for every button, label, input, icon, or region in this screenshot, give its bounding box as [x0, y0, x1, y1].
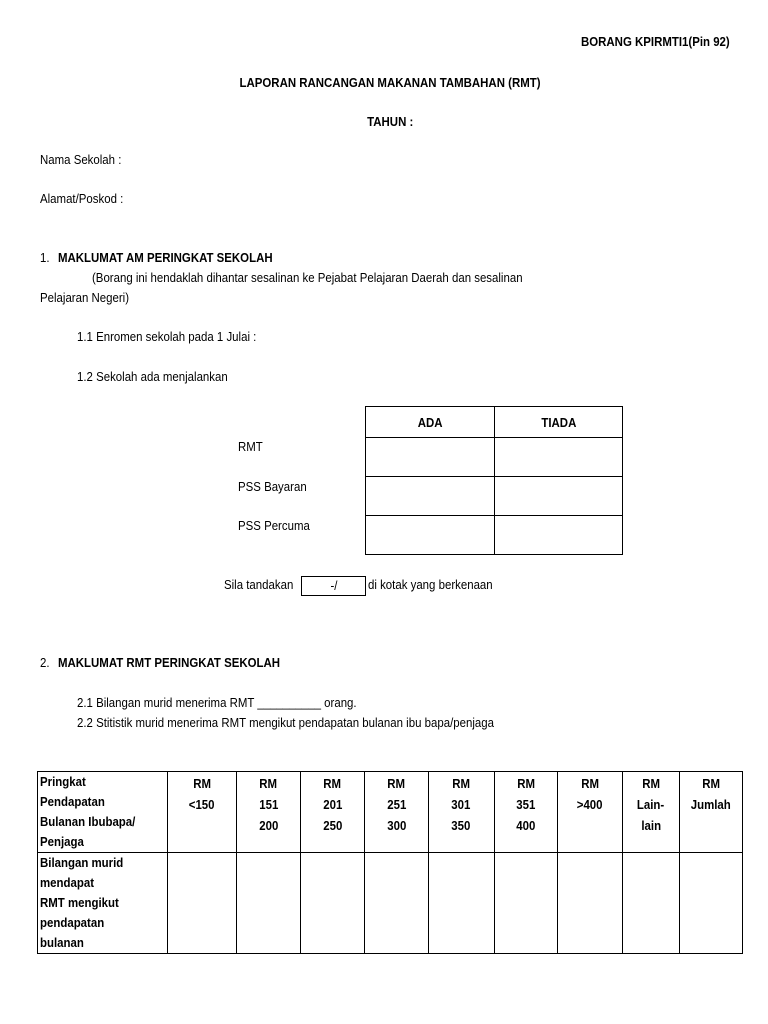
count-cell-lain-lain[interactable]: [622, 853, 680, 954]
item-1-2: 1.2 Sekolah ada menjalankan: [77, 369, 228, 384]
section2-number: 2.: [40, 655, 50, 670]
document-title: LAPORAN RANCANGAN MAKANAN TAMBAHAN (RMT): [239, 75, 541, 90]
column-rm-251-300: RM 251 300: [364, 772, 428, 853]
count-cell-351-400[interactable]: [494, 853, 557, 954]
count-cell-201-250[interactable]: [301, 853, 364, 954]
column-ada: ADA: [366, 407, 495, 438]
column-rm-301-350: RM 301 350: [429, 772, 494, 853]
form-code: BORANG KPIRMTI1(Pin 92): [581, 34, 730, 49]
column-rm-above-400: RM >400: [557, 772, 622, 853]
count-cell-251-300[interactable]: [364, 853, 428, 954]
tick-example-box: -/: [301, 576, 366, 596]
section1-number: 1.: [40, 250, 50, 265]
count-cell-301-350[interactable]: [429, 853, 494, 954]
rmt-ada-cell[interactable]: [366, 438, 495, 477]
income-statistics-table: [37, 771, 743, 954]
pss-percuma-tiada-cell[interactable]: [494, 516, 622, 555]
column-rm-below-150: RM <150: [168, 772, 236, 853]
column-rm-351-400: RM 351 400: [494, 772, 557, 853]
section1-heading: MAKLUMAT AM PERINGKAT SEKOLAH: [58, 250, 273, 265]
item-2-2: 2.2 Stitistik murid menerima RMT mengikut pendapatan bulanan ibu bapa/penjaga: [77, 715, 494, 730]
item-2-1: 2.1 Bilangan murid menerima RMT __________ orang.: [77, 695, 357, 710]
tick-instruction-prefix: Sila tandakan: [224, 577, 294, 592]
section2-heading: MAKLUMAT RMT PERINGKAT SEKOLAH: [58, 655, 281, 670]
item-1-1: 1.1 Enromen sekolah pada 1 Julai :: [77, 329, 257, 344]
column-rm-jumlah: RM Jumlah: [680, 772, 743, 853]
pss-bayaran-tiada-cell[interactable]: [494, 477, 622, 516]
rmt-tiada-cell[interactable]: [494, 438, 622, 477]
count-cell-151-200[interactable]: [236, 853, 300, 954]
pss-percuma-ada-cell[interactable]: [366, 516, 495, 555]
address-label: Alamat/Poskod :: [40, 191, 124, 206]
count-cell-above-400[interactable]: [557, 853, 622, 954]
column-rm-lain-lain: RM Lain- lain: [622, 772, 680, 853]
student-count-row-label: Bilangan murid mendapat RMT mengikut pendapatan bulanan: [38, 853, 168, 954]
column-tiada: TIADA: [494, 407, 622, 438]
row-label-pss-percuma: PSS Percuma: [238, 518, 310, 533]
row-label-rmt: RMT: [238, 439, 263, 454]
count-cell-below-150[interactable]: [168, 853, 236, 954]
count-cell-jumlah[interactable]: [680, 853, 743, 954]
pss-bayaran-ada-cell[interactable]: [366, 477, 495, 516]
year-label: TAHUN :: [366, 114, 414, 129]
program-table: [365, 406, 623, 555]
column-rm-151-200: RM 151 200: [236, 772, 300, 853]
tick-instruction-suffix: di kotak yang berkenaan: [368, 577, 493, 592]
section1-note-line2: Pelajaran Negeri): [40, 290, 130, 305]
school-name-label: Nama Sekolah :: [40, 152, 122, 167]
row-label-pss-bayaran: PSS Bayaran: [238, 479, 307, 494]
income-level-header: Pringkat Pendapatan Bulanan Ibubapa/ Penjaga: [38, 772, 168, 853]
section1-note-line1: (Borang ini hendaklah dihantar sesalinan ke Pejabat Pelajaran Daerah dan sesalinan: [92, 270, 523, 285]
column-rm-201-250: RM 201 250: [301, 772, 364, 853]
